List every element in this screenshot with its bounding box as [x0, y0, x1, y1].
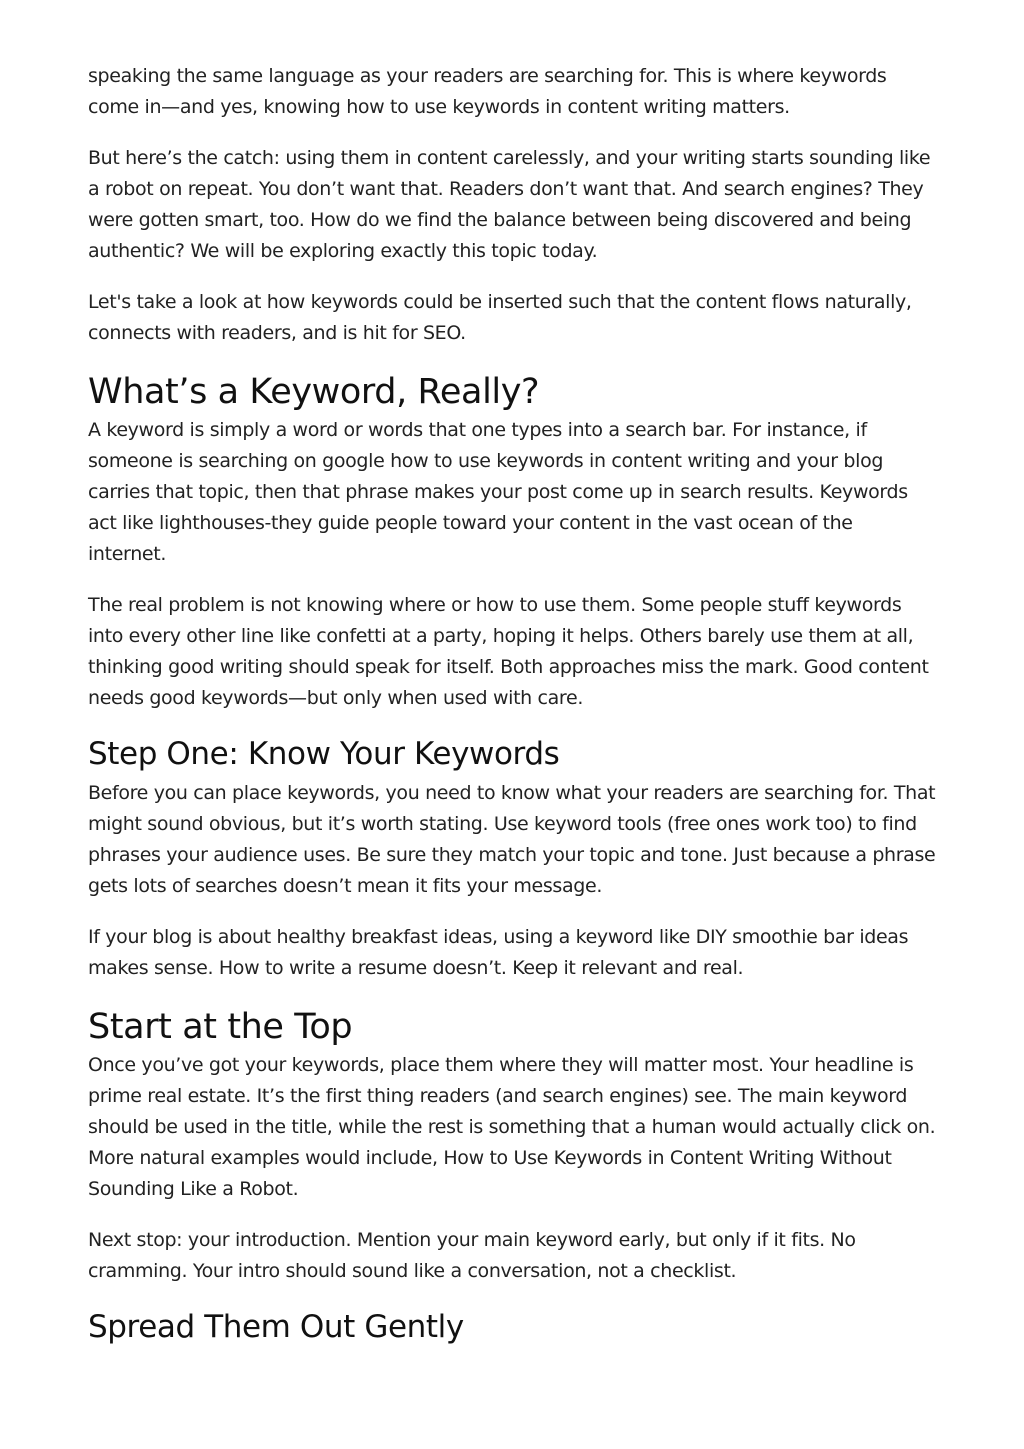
- paragraph-headline: Once you’ve got your keywords, place them where they will matter most. Your headline is prime real estate. It’s the first thing readers (and search engines) see. The main keyword should be used in the title, while the rest is something that a human would actually click on. More natural examples would include, How to Use Keywords in Content Writing Without Sounding Like a Robot.: [88, 1054, 936, 1200]
- paragraph-intro-end: speaking the same language as your readers are searching for. This is where keywords come in—and yes, knowing how to use keywords in content writing matters.: [88, 65, 887, 118]
- heading-whats-a-keyword: What’s a Keyword, Really?: [88, 372, 540, 412]
- paragraph-introduction: Next stop: your introduction. Mention your main keyword early, but only if it fits. No cramming. Your intro should sound like a conversation, not a checklist.: [88, 1229, 856, 1282]
- heading-spread-gently: Spread Them Out Gently: [88, 1309, 464, 1345]
- paragraph-catch: But here’s the catch: using them in content carelessly, and your writing starts sounding like a robot on repeat. You don’t want that. Readers don’t want that. And search engines? They were gotten smart, too. How do we find the balance between being discovered and being authentic? We will be exploring exactly this topic today.: [88, 147, 931, 262]
- paragraph-know-keywords: Before you can place keywords, you need to know what your readers are searching for. That might sound obvious, but it’s worth stating. Use keyword tools (free ones work too) to find phrases your audience uses. Be sure they match your topic and tone. Just because a phrase gets lots of searches doesn’t mean it fits your message.: [88, 782, 936, 897]
- paragraph-overview: Let's take a look at how keywords could be inserted such that the content flows naturally, connects with readers, and is hit for SEO.: [88, 291, 912, 344]
- paragraph-keyword-definition: A keyword is simply a word or words that one types into a search bar. For instance, if someone is searching on google how to use keywords in content writing and your blog carries that topic, then that phrase makes your post come up in search results. Keywords act like lighthouses-they guide people toward your content in the vast ocean of the internet.: [88, 419, 908, 565]
- paragraph-real-problem: The real problem is not knowing where or how to use them. Some people stuff keywords into every other line like confetti at a party, hoping it helps. Others barely use them at all, thinking good writing should speak for itself. Both approaches miss the mark. Good content needs good keywords—but only when used with care.: [88, 594, 929, 709]
- paragraph-relevance-example: If your blog is about healthy breakfast ideas, using a keyword like DIY smoothie bar ideas makes sense. How to write a resume doesn’t. Keep it relevant and real.: [88, 926, 909, 979]
- article-body: [88, 61, 936, 1351]
- heading-start-at-top: Start at the Top: [88, 1007, 353, 1047]
- heading-step-one: Step One: Know Your Keywords: [88, 736, 560, 772]
